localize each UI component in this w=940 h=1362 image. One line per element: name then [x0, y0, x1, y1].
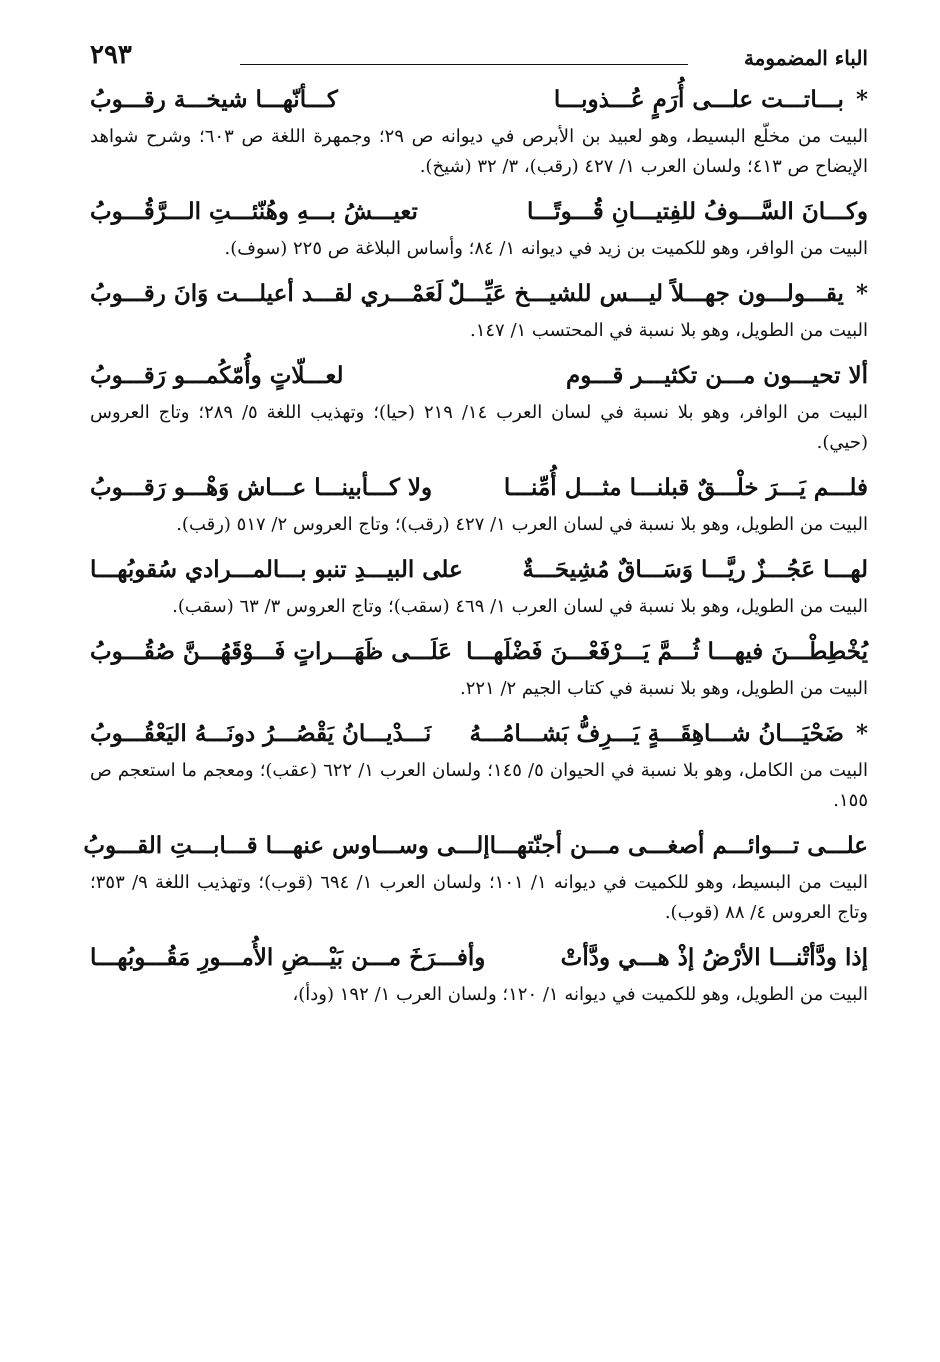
second-hemistich: عَلَـــى ظَهَـــراتٍ فَـــوْقَهُـــنَّ صُقُـــوبُ [90, 638, 452, 665]
first-hemistich: لهـــا عَجُـــزٌ ريَّـــا وَسَـــاقٌ مُشِيحَـــةٌ [522, 556, 868, 583]
star-marker: * [855, 86, 868, 113]
first-hemistich: علـــى تـــوائـــم أصغـــى مـــن أجنّتهـــا [489, 832, 868, 859]
verse-line [90, 192, 868, 232]
verse-note: البيت من الطويل، وهو للكميت في ديوانه ١/ ١٢٠؛ ولسان العرب ١/ ١٩٢ (ودأ)، [292, 984, 868, 1005]
header-rule [240, 64, 688, 65]
verse-note: البيت من الطويل، وهو بلا نسبة في كتاب الجيم ٢/ ٢٢١. [459, 678, 868, 699]
verse-note: البيت من الوافر، وهو بلا نسبة في لسان العرب ١٤/ ٢١٩ (حيا)؛ وتهذيب اللغة ٥/ ٢٨٩؛ وتاج العروس (حيي). [90, 402, 868, 453]
first-hemistich: فلـــم يَـــرَ خلْـــقٌ قبلنـــا مثـــل أُمِّنـــا [503, 474, 868, 501]
second-hemistich: إلـــى وســـاوس عنهـــا قـــابـــتِ القـــوبُ [83, 832, 490, 859]
second-hemistich: نَـــدْيـــانُ يَقْصُـــرُ دونَـــهُ اليَعْقُـــوبُ [90, 720, 432, 747]
verse-note: البيت من البسيط، وهو للكميت في ديوانه ١/ ١٠١؛ ولسان العرب ١/ ٦٩٤ (قوب)؛ وتهذيب اللغة ٩/ ٣٥٣؛ وتاج العروس ٤/ ٨٨ (قوب). [90, 872, 868, 923]
second-hemistich: لعـــلّاتٍ وأُمّكُمـــو رَقـــوبُ [90, 362, 344, 389]
star-marker: * [855, 720, 868, 747]
verse-line [90, 356, 868, 396]
verse-entry-10 [90, 938, 868, 1010]
page-number: ٢٩٣ [90, 40, 132, 70]
first-hemistich [554, 80, 868, 120]
verse-entry-1 [90, 80, 868, 182]
first-hemistich-text: يقـــولـــون جهـــلاً ليـــس للشيـــخ عَيِّـــلٌ [448, 280, 844, 307]
first-hemistich: وكـــانَ السَّـــوفُ للفِتيـــانِ قُـــوتًـــا [526, 198, 868, 225]
verse-entry-7 [90, 632, 868, 704]
first-hemistich [448, 274, 868, 314]
verse-entry-3 [90, 274, 868, 346]
first-hemistich-text: ضَحْيَـــانُ شـــاهِقَـــةٍ يَـــرِفُّ بَشـــامُـــهُ [469, 720, 844, 747]
verse-line [90, 632, 868, 672]
verse-entry-5 [90, 468, 868, 540]
verse-note: البيت من الطويل، وهو بلا نسبة في لسان العرب ١/ ٤٦٩ (سقب)؛ وتاج العروس ٣/ ٦٣ (سقب). [172, 596, 868, 617]
second-hemistich: وأفـــرَخَ مـــن بَيْـــضِ الأُمـــورِ مَقُـــوبُهـــا [90, 944, 486, 971]
verse-line [90, 550, 868, 590]
second-hemistich: ولا كـــأبينـــا عـــاش وَهْـــو رَقـــوبُ [90, 474, 433, 501]
first-hemistich: يُخْطِطْـــنَ فيهـــا ثُـــمَّ يَـــرْفَعْـــنَ فَضْلَهـــا [466, 638, 868, 665]
verse-entry-4 [90, 356, 868, 458]
first-hemistich [470, 714, 868, 754]
verse-entry-9 [83, 826, 868, 928]
verse-line [90, 714, 868, 754]
verse-line [90, 938, 868, 978]
verse-line [90, 274, 868, 314]
page-header [90, 40, 868, 80]
verse-note: البيت من الوافر، وهو للكميت بن زيد في ديوانه ١/ ٨٤؛ وأساس البلاغة ص ٢٢٥ (سوف). [224, 238, 868, 259]
verse-note: البيت من مخلّع البسيط، وهو لعبيد بن الأبرص في ديوانه ص ٢٩؛ وجمهرة اللغة ص ٦٠٣؛ وشرح شواهد الإيضاح ص ٤١٣؛ ولسان العرب ١/ ٤٢٧ (رقب)، ٣/ ٣٢ (شيخ). [90, 126, 869, 177]
second-hemistich: كـــأنّهـــا شيخـــة رقـــوبُ [90, 86, 338, 113]
first-hemistich: إذا ودَّأتْنـــا الأرْضُ إذْ هـــي ودَّأتْ [560, 944, 868, 971]
first-hemistich: ألا تحيـــون مـــن تكثيـــر قـــوم [566, 362, 868, 389]
chapter-title: الباء المضمومة [743, 46, 868, 70]
verse-note: البيت من الكامل، وهو بلا نسبة في الحيوان ٥/ ١٤٥؛ ولسان العرب ١/ ٦٢٢ (عقب)؛ ومعجم ما استعجم ص ١٥٥. [90, 760, 868, 811]
verse-line [83, 826, 868, 866]
first-hemistich-text: بـــاتـــت علـــى أُرَمٍ عُـــذوبـــا [553, 86, 844, 113]
second-hemistich: على البيـــدِ تنبو بـــالمـــرادي سُقوبُهـــا [90, 556, 463, 583]
star-marker: * [855, 280, 868, 307]
verse-entry-6 [90, 550, 868, 622]
second-hemistich: تعيـــشُ بـــهِ وهُنّئـــتِ الـــرَّقُـــوبُ [90, 198, 418, 225]
verse-entry-2 [90, 192, 868, 264]
second-hemistich: لَعَمْـــري لقـــد أعيلـــت وَانَ رقـــوبُ [90, 280, 443, 307]
verse-line [90, 80, 868, 120]
verse-entry-8 [90, 714, 868, 816]
verse-line [90, 468, 868, 508]
verse-note: البيت من الطويل، وهو بلا نسبة في المحتسب ١/ ١٤٧. [469, 320, 868, 341]
verse-note: البيت من الطويل، وهو بلا نسبة في لسان العرب ١/ ٤٢٧ (رقب)؛ وتاج العروس ٢/ ٥١٧ (رقب). [176, 514, 868, 535]
